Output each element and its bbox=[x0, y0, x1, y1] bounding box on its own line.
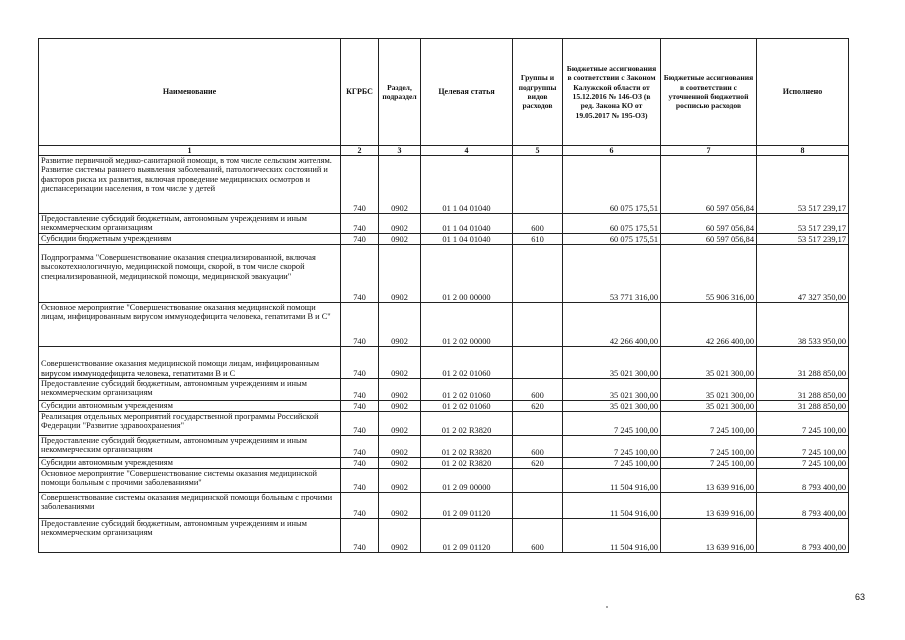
cell-kgrbs: 740 bbox=[341, 245, 379, 303]
cell-section: 0902 bbox=[379, 214, 421, 234]
cell-kgrbs: 740 bbox=[341, 347, 379, 379]
cell-target: 01 1 04 01040 bbox=[421, 214, 513, 234]
header-name: Наименование bbox=[39, 39, 341, 146]
cell-section: 0902 bbox=[379, 245, 421, 303]
header-groups: Группы и подгруппы видов расходов bbox=[513, 39, 563, 146]
cell-revised: 35 021 300,00 bbox=[661, 401, 757, 412]
cell-name: Предоставление субсидий бюджетным, автономным учреждениям и иным некоммерческим организациям bbox=[39, 214, 341, 234]
cell-revised: 7 245 100,00 bbox=[661, 436, 757, 458]
cell-approved: 60 075 175,51 bbox=[563, 156, 661, 214]
cell-kgrbs: 740 bbox=[341, 469, 379, 493]
cell-group: 600 bbox=[513, 519, 563, 553]
cell-kgrbs: 740 bbox=[341, 401, 379, 412]
table-row bbox=[39, 156, 849, 214]
cell-name: Совершенствование оказания медицинской помощи лицам, инфицированным вирусом иммунодефицита человека, гепатитами В и С bbox=[39, 347, 341, 379]
cell-name: Реализация отдельных мероприятий государственной программы Российской Федерации "Развитие здравоохранения" bbox=[39, 412, 341, 436]
header-target: Целевая статья bbox=[421, 39, 513, 146]
cell-group: 600 bbox=[513, 379, 563, 401]
cell-approved: 60 075 175,51 bbox=[563, 234, 661, 245]
column-number: 2 bbox=[341, 146, 379, 156]
table-row bbox=[39, 519, 849, 553]
column-number: 8 bbox=[757, 146, 849, 156]
table-row bbox=[39, 401, 849, 412]
cell-target: 01 2 02 01060 bbox=[421, 379, 513, 401]
cell-section: 0902 bbox=[379, 401, 421, 412]
cell-executed: 7 245 100,00 bbox=[757, 436, 849, 458]
cell-revised: 35 021 300,00 bbox=[661, 347, 757, 379]
table-row bbox=[39, 245, 849, 303]
cell-section: 0902 bbox=[379, 493, 421, 519]
cell-executed: 31 288 850,00 bbox=[757, 401, 849, 412]
cell-approved: 35 021 300,00 bbox=[563, 347, 661, 379]
cell-kgrbs: 740 bbox=[341, 156, 379, 214]
cell-section: 0902 bbox=[379, 156, 421, 214]
cell-name: Субсидии бюджетным учреждениям bbox=[39, 234, 341, 245]
cell-executed: 7 245 100,00 bbox=[757, 412, 849, 436]
header-row bbox=[39, 39, 849, 146]
cell-executed: 8 793 400,00 bbox=[757, 519, 849, 553]
cell-group bbox=[513, 469, 563, 493]
cell-revised: 7 245 100,00 bbox=[661, 458, 757, 469]
table-row bbox=[39, 436, 849, 458]
cell-name: Предоставление субсидий бюджетным, автономным учреждениям и иным некоммерческим организациям bbox=[39, 519, 341, 553]
cell-approved: 42 266 400,00 bbox=[563, 303, 661, 347]
cell-executed: 7 245 100,00 bbox=[757, 458, 849, 469]
cell-target: 01 1 04 01040 bbox=[421, 234, 513, 245]
cell-section: 0902 bbox=[379, 436, 421, 458]
cell-section: 0902 bbox=[379, 519, 421, 553]
cell-revised: 55 906 316,00 bbox=[661, 245, 757, 303]
budget-table bbox=[38, 38, 849, 553]
cell-group bbox=[513, 245, 563, 303]
cell-section: 0902 bbox=[379, 303, 421, 347]
cell-approved: 35 021 300,00 bbox=[563, 379, 661, 401]
cell-kgrbs: 740 bbox=[341, 493, 379, 519]
cell-approved: 11 504 916,00 bbox=[563, 493, 661, 519]
cell-name: Совершенствование системы оказания медицинской помощи больным с прочими заболеваниями bbox=[39, 493, 341, 519]
cell-group bbox=[513, 412, 563, 436]
cell-revised: 60 597 056,84 bbox=[661, 156, 757, 214]
table-row bbox=[39, 214, 849, 234]
cell-name: Основное мероприятие "Совершенствование оказания медицинской помощи лицам, инфицированным вирусом иммунодефицита человека, гепатитами В и С" bbox=[39, 303, 341, 347]
header-approved: Бюджетные ассигнования в соответствии с Законом Калужской области от 15.12.2016 № 146-ОЗ (в ред. Закона КО от 19.05.2017 № 195-ОЗ) bbox=[563, 39, 661, 146]
cell-approved: 35 021 300,00 bbox=[563, 401, 661, 412]
column-number: 4 bbox=[421, 146, 513, 156]
cell-executed: 53 517 239,17 bbox=[757, 214, 849, 234]
cell-revised: 13 639 916,00 bbox=[661, 519, 757, 553]
table-row bbox=[39, 379, 849, 401]
table-row bbox=[39, 469, 849, 493]
cell-name: Субсидии автономным учреждениям bbox=[39, 458, 341, 469]
cell-target: 01 2 02 R3820 bbox=[421, 412, 513, 436]
cell-kgrbs: 740 bbox=[341, 458, 379, 469]
cell-target: 01 2 00 00000 bbox=[421, 245, 513, 303]
cell-group: 620 bbox=[513, 458, 563, 469]
cell-name: Основное мероприятие "Совершенствование системы оказания медицинской помощи больным с прочими заболеваниями" bbox=[39, 469, 341, 493]
column-number: 7 bbox=[661, 146, 757, 156]
cell-executed: 31 288 850,00 bbox=[757, 347, 849, 379]
cell-approved: 11 504 916,00 bbox=[563, 469, 661, 493]
cell-revised: 13 639 916,00 bbox=[661, 469, 757, 493]
cell-kgrbs: 740 bbox=[341, 519, 379, 553]
cell-name: Предоставление субсидий бюджетным, автономным учреждениям и иным некоммерческим организациям bbox=[39, 436, 341, 458]
cell-revised: 7 245 100,00 bbox=[661, 412, 757, 436]
cell-section: 0902 bbox=[379, 379, 421, 401]
cell-approved: 11 504 916,00 bbox=[563, 519, 661, 553]
cell-group bbox=[513, 156, 563, 214]
cell-kgrbs: 740 bbox=[341, 379, 379, 401]
cell-approved: 7 245 100,00 bbox=[563, 412, 661, 436]
cell-approved: 7 245 100,00 bbox=[563, 458, 661, 469]
cell-revised: 60 597 056,84 bbox=[661, 234, 757, 245]
cell-name: Предоставление субсидий бюджетным, автономным учреждениям и иным некоммерческим организациям bbox=[39, 379, 341, 401]
cell-executed: 47 327 350,00 bbox=[757, 245, 849, 303]
cell-approved: 7 245 100,00 bbox=[563, 436, 661, 458]
cell-section: 0902 bbox=[379, 458, 421, 469]
cell-name: Подпрограмма "Совершенствование оказания специализированной, включая высокотехнологичную, медицинской помощи, скорой, в том числе скорой специализированной, медицинской помощи, медицинской эвакуации" bbox=[39, 245, 341, 303]
scan-speck bbox=[606, 606, 608, 608]
cell-target: 01 2 02 R3820 bbox=[421, 458, 513, 469]
cell-executed: 31 288 850,00 bbox=[757, 379, 849, 401]
cell-target: 01 2 09 01120 bbox=[421, 493, 513, 519]
cell-approved: 53 771 316,00 bbox=[563, 245, 661, 303]
cell-name: Развитие первичной медико-санитарной помощи, в том числе сельским жителям. Развитие системы раннего выявления заболеваний, патологических состояний и факторов риска их развития, включая проведение медицинских осмотров и диспансеризации населения, в том числе у детей bbox=[39, 156, 341, 214]
cell-target: 01 2 02 01060 bbox=[421, 401, 513, 412]
cell-target: 01 1 04 01040 bbox=[421, 156, 513, 214]
cell-approved: 60 075 175,51 bbox=[563, 214, 661, 234]
cell-kgrbs: 740 bbox=[341, 303, 379, 347]
header-section: Раздел, подраздел bbox=[379, 39, 421, 146]
cell-group: 620 bbox=[513, 401, 563, 412]
page-number: 63 bbox=[854, 592, 865, 602]
column-number: 3 bbox=[379, 146, 421, 156]
cell-executed: 8 793 400,00 bbox=[757, 469, 849, 493]
cell-revised: 60 597 056,84 bbox=[661, 214, 757, 234]
cell-group: 600 bbox=[513, 436, 563, 458]
column-number: 5 bbox=[513, 146, 563, 156]
cell-executed: 53 517 239,17 bbox=[757, 234, 849, 245]
cell-kgrbs: 740 bbox=[341, 214, 379, 234]
table-row bbox=[39, 347, 849, 379]
cell-executed: 53 517 239,17 bbox=[757, 156, 849, 214]
cell-group bbox=[513, 347, 563, 379]
table-body bbox=[39, 156, 849, 553]
cell-executed: 8 793 400,00 bbox=[757, 493, 849, 519]
cell-group bbox=[513, 303, 563, 347]
cell-name: Субсидии автономным учреждениям bbox=[39, 401, 341, 412]
cell-target: 01 2 02 00000 bbox=[421, 303, 513, 347]
table-row bbox=[39, 493, 849, 519]
cell-target: 01 2 02 01060 bbox=[421, 347, 513, 379]
cell-kgrbs: 740 bbox=[341, 412, 379, 436]
cell-section: 0902 bbox=[379, 469, 421, 493]
cell-kgrbs: 740 bbox=[341, 234, 379, 245]
table-row bbox=[39, 234, 849, 245]
column-number: 1 bbox=[39, 146, 341, 156]
cell-target: 01 2 02 R3820 bbox=[421, 436, 513, 458]
cell-executed: 38 533 950,00 bbox=[757, 303, 849, 347]
cell-section: 0902 bbox=[379, 234, 421, 245]
header-kgrbs: КГРБС bbox=[341, 39, 379, 146]
table-row bbox=[39, 412, 849, 436]
cell-target: 01 2 09 00000 bbox=[421, 469, 513, 493]
column-number: 6 bbox=[563, 146, 661, 156]
cell-revised: 42 266 400,00 bbox=[661, 303, 757, 347]
table-row bbox=[39, 303, 849, 347]
cell-section: 0902 bbox=[379, 412, 421, 436]
column-number-row bbox=[39, 146, 849, 156]
header-executed: Исполнено bbox=[757, 39, 849, 146]
header-revised: Бюджетные ассигнования в соответствии с уточненной бюджетной росписью расходов bbox=[661, 39, 757, 146]
cell-revised: 35 021 300,00 bbox=[661, 379, 757, 401]
cell-group: 600 bbox=[513, 214, 563, 234]
cell-group: 610 bbox=[513, 234, 563, 245]
table-row bbox=[39, 458, 849, 469]
cell-kgrbs: 740 bbox=[341, 436, 379, 458]
cell-section: 0902 bbox=[379, 347, 421, 379]
cell-group bbox=[513, 493, 563, 519]
cell-revised: 13 639 916,00 bbox=[661, 493, 757, 519]
cell-target: 01 2 09 01120 bbox=[421, 519, 513, 553]
